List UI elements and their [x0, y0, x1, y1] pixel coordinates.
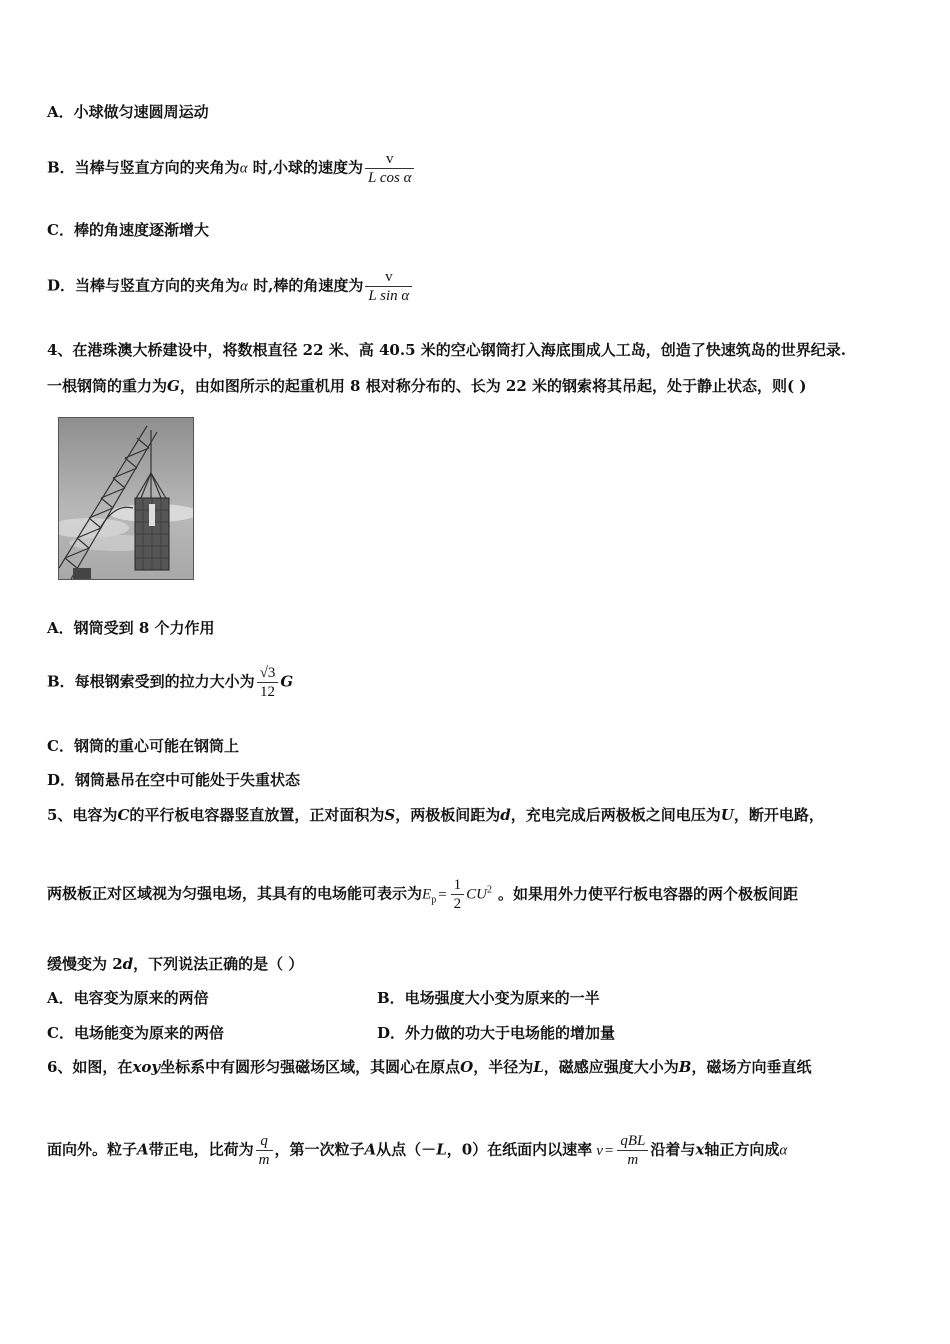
q5-l3-d-var: d — [122, 955, 134, 973]
q3-d-numerator: v — [385, 269, 393, 285]
q5-option-b: B．电场强度大小变为原来的一半 — [377, 989, 600, 1007]
q3-option-c: C．棒的角速度逐渐增大 — [47, 221, 209, 239]
q5-half-fraction — [451, 876, 465, 913]
q3-option-a: A．小球做匀速圆周运动 — [47, 103, 209, 121]
q5-option-a: A．电容变为原来的两倍 — [47, 989, 209, 1007]
q3-option-d-fraction — [365, 268, 412, 305]
q6-v-symbol: v — [596, 1142, 603, 1159]
q6-o-var: O — [460, 1058, 474, 1076]
q5-half-denominator: 2 — [451, 894, 465, 913]
q4-b-numerator: √3 — [259, 665, 276, 681]
crane-photo-illustration — [59, 418, 193, 579]
q6-m-denominator: m — [256, 1150, 273, 1169]
q5-half-numerator: 1 — [453, 877, 462, 893]
q5-l1-d-var: d — [500, 806, 511, 824]
q5-l3-a: 缓慢变为 2 — [47, 955, 123, 973]
crane-photo — [58, 417, 194, 580]
q5-l1-b: 的平行板电容器竖直放置，正对面积为 — [129, 806, 385, 824]
q3-b-denominator: L cos α — [365, 168, 414, 187]
q5-l3-b: ，下列说法正确的是（ ） — [133, 955, 304, 973]
q6-l2-a: 面向外。粒子 — [47, 1140, 138, 1159]
q6-alpha: α — [779, 1142, 788, 1159]
q5-option-c: C．电场能变为原来的两倍 — [47, 1024, 224, 1042]
q4-option-a: A．钢筒受到 8 个力作用 — [47, 619, 215, 637]
q6-l2-d: 从点（－ — [376, 1140, 437, 1159]
q4-stem-line1: 4、在港珠澳大桥建设中，将数根直径 22 米、高 40.5 米的空心钢筒打入海底围成人工岛，创造了快速筑岛的世界纪录. — [47, 341, 846, 359]
q6-charge-ratio-fraction — [256, 1132, 273, 1169]
q3-b-numerator: v — [385, 151, 394, 167]
q5-l1-s-var: S — [384, 806, 396, 824]
q3-option-d-prefix: D．当棒与竖直方向的夹角为 — [47, 276, 241, 295]
q5-l1-u-var: U — [720, 806, 734, 824]
q5-cu-symbol: CU — [466, 886, 487, 903]
q6-equals: = — [604, 1142, 614, 1159]
q4-line2-a: 一根钢筒的重力为 — [47, 377, 168, 395]
q6-l2-c: ，第一次粒子 — [274, 1140, 365, 1159]
q5-stem-line3 — [47, 954, 303, 974]
q4-line2-g: G — [167, 377, 180, 395]
q6-l2-f: 沿着与 — [650, 1140, 696, 1159]
q5-l1-c-var: C — [117, 806, 130, 824]
q4-option-b-g: G — [280, 672, 294, 691]
q3-alpha-b: α — [239, 160, 248, 177]
q6-l-var-2: L — [436, 1140, 447, 1159]
q4-option-b-prefix: B．每根钢索受到的拉力大小为 — [47, 672, 255, 691]
q6-l1-a: 6、如图，在 — [47, 1058, 133, 1076]
q5-l1-a: 5、电容为 — [47, 806, 118, 824]
q4-option-b-fraction — [257, 664, 279, 701]
q4-b-denominator: 12 — [257, 682, 279, 701]
q6-qbl-numerator: qBL — [620, 1133, 646, 1149]
q5-option-d: D．外力做的功大于电场能的增加量 — [377, 1024, 616, 1042]
q6-a-var: A — [137, 1140, 149, 1159]
q4-stem-line2 — [47, 376, 806, 396]
q6-stem-line2 — [47, 1132, 787, 1169]
q4-line2-b: ，由如图所示的起重机用 8 根对称分布的、长为 22 米的钢索将其吊起，处于静止状态，则( ) — [179, 377, 807, 395]
q3-option-b — [47, 150, 416, 187]
q5-l1-e: ，充电完成后两极板之间电压为 — [510, 806, 721, 824]
q3-alpha-d: α — [240, 278, 248, 295]
q6-l1-e: ，磁场方向垂直纸 — [691, 1058, 812, 1076]
q6-q-numerator: q — [260, 1133, 268, 1149]
q3-option-b-mid: 时,小球的速度为 — [247, 158, 364, 177]
q5-stem-line2 — [47, 876, 798, 913]
q3-option-b-prefix: B．当棒与竖直方向的夹角为 — [47, 158, 240, 177]
q5-equals: = — [438, 886, 447, 903]
q4-option-c: C．钢筒的重心可能在钢筒上 — [47, 737, 239, 755]
q4-option-b — [47, 664, 293, 701]
q6-l1-b: 坐标系中有圆形匀强磁场区域，其圆心在原点 — [160, 1058, 461, 1076]
q5-ep-symbol: E — [422, 886, 432, 903]
q6-l2-g: 轴正方向成 — [704, 1140, 780, 1159]
q3-option-b-fraction — [365, 150, 414, 187]
q6-x-var: x — [695, 1140, 705, 1159]
q5-l2-b: 。如果用外力使平行板电容器的两个极板间距 — [498, 884, 799, 903]
q6-l-var: L — [533, 1058, 544, 1076]
q6-speed-fraction — [617, 1132, 648, 1169]
q6-l1-d: ，磁感应强度大小为 — [543, 1058, 679, 1076]
q5-l1-c: ，两极板间距为 — [395, 806, 501, 824]
q6-l1-c: ，半径为 — [473, 1058, 534, 1076]
q3-d-denominator: L sin α — [365, 286, 412, 305]
q6-l2-e: ，0）在纸面内以速率 — [446, 1140, 593, 1159]
q5-l2-a: 两极板正对区域视为匀强电场，其具有的电场能可表示为 — [47, 884, 423, 903]
q5-l1-f: ，断开电路， — [733, 806, 824, 824]
q6-a-var-2: A — [364, 1140, 377, 1159]
q3-option-d — [47, 268, 414, 305]
q6-b-var: B — [678, 1058, 692, 1076]
q5-square: 2 — [487, 884, 492, 896]
q6-xoy: xoy — [132, 1058, 161, 1076]
q6-stem-line1 — [47, 1057, 812, 1077]
q6-m-denominator-2: m — [617, 1150, 648, 1169]
q5-ep-subscript: p — [431, 894, 437, 906]
q6-l2-b: 带正电，比荷为 — [148, 1140, 254, 1159]
q5-stem-line1 — [47, 805, 824, 825]
q3-option-d-mid: 时,棒的角速度为 — [247, 276, 364, 295]
q4-option-d: D．钢筒悬吊在空中可能处于失重状态 — [47, 771, 301, 789]
